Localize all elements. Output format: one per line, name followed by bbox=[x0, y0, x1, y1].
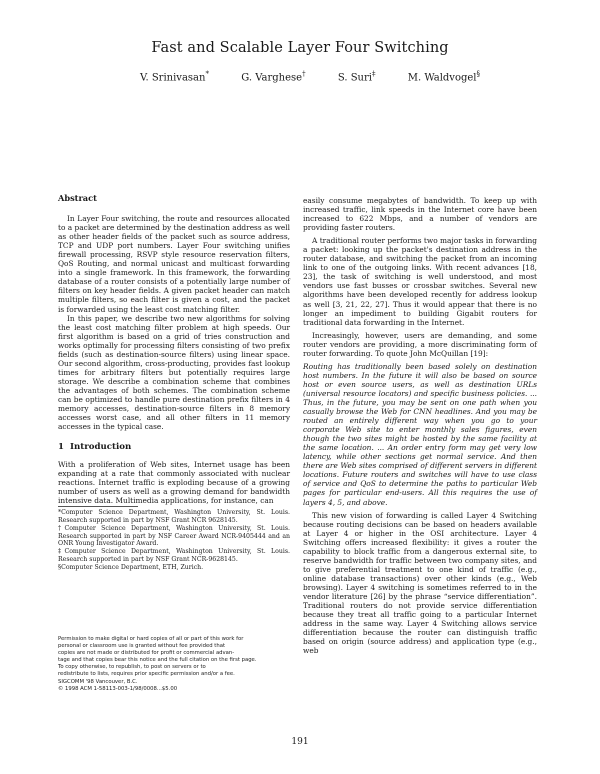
copyright-line: © 1998 ACM 1-58113-003-1/98/0008...$5.00 bbox=[58, 685, 178, 692]
abstract-heading: Abstract bbox=[58, 193, 97, 203]
page-number: 191 bbox=[291, 737, 309, 747]
author-name: V. Srinivasan bbox=[140, 72, 206, 84]
intro-paragraph: With a proliferation of Web sites, Internet usage has been expanding at a rate that commonly associated with nuclear reactions. Internet traffic is exploding because of a growing number of users as well as a growing demand for bandwidth intensive data. Multimedia applications, for instance, can bbox=[58, 460, 290, 506]
author-affiliation-mark: ‡ bbox=[371, 70, 376, 78]
copyright-line: To copy otherwise, to republish, to post on servers or to bbox=[58, 664, 206, 671]
abstract-paragraph: In Layer Four switching, the route and resources allocated to a packet are determined by the destination address as well as other header fields of the packet such as source address, TCP and UDP port numbers. Layer Four switching unifies firewall processing, RSVP style resource reservation filters, QoS Routing, and normal unicast and multicast forwarding into a single framework. In this framework, the forwarding database of a router consists of a potentially large number of filters on key header fields. A given packet header can match multiple filters, so each filter is given a cost, and the packet is forwarded using the least cost matching filter. bbox=[58, 214, 290, 314]
author bbox=[140, 70, 209, 83]
paper-title: Fast and Scalable Layer Four Switching bbox=[151, 40, 449, 56]
footnotes bbox=[58, 509, 290, 571]
copyright-line: redistribute to lists, requires prior specific permission and/or a fee. bbox=[58, 671, 235, 678]
quotation: Routing has traditionally been based solely on destination host numbers. In the future it will also be based on source host or even source users, as well as destination URLs (universal resource locators) and specific business policies. ... Thus, in the future, you may be sent on one path when you casually browse the Web for CNN headlines. And you may be routed an entirely different way when you go to your corporate Web site to enter monthly sales figures, even though the two sites might be hosted by the same facility at the same location. ... An order entry form may get very low latency, while other sections get normal service. And then there are Web sites comprised of different servers in different locations. Future routers and switches will have to use class of service and QoS to determine the paths to particular Web pages for particular end-users. All this requires the use of layers 4, 5, and above. bbox=[303, 361, 537, 507]
author-affiliation-mark: † bbox=[302, 70, 306, 78]
body-paragraph: A traditional router performs two major tasks in forwarding a packet: looking up the packet's destination address in the router database, and switching the packet from an incoming link to one of the outgoing links. With recent advances [18, 23], the task of switching is well understood, and most vendors use fast busses or crossbar switches. Several new algorithms have been developed recently for address lookup as well [3, 21, 22, 27]. Thus it would appear that there is no longer an impediment to building Gigabit routers for traditional data forwarding in the Internet. bbox=[303, 236, 537, 327]
footnote: *Computer Science Department, Washington University, St. Louis. Research supported in part by NSF Grant NCR 9628145. bbox=[58, 509, 290, 524]
copyright-line: personal or classroom use is granted without fee provided that bbox=[58, 643, 226, 650]
section-title: Introduction bbox=[70, 442, 132, 453]
author bbox=[338, 70, 376, 83]
author bbox=[241, 70, 305, 83]
author-name: M. Waldvogel bbox=[407, 72, 477, 84]
author-list bbox=[140, 70, 480, 83]
right-column bbox=[303, 196, 537, 655]
section-number: 1 bbox=[58, 442, 64, 453]
footnote-rule bbox=[58, 506, 138, 507]
copyright-line: Permission to make digital or hard copies of all or part of this work for bbox=[58, 636, 244, 642]
abstract-paragraph: In this paper, we describe two new algorithms for solving the least cost matching filter problem at high speeds. Our first algorithm is based on a grid of tries construction and works optimally for processing filters consisting of two prefix fields (such as destination-source filters) using linear space. Our second algorithm, cross-producting, provides fast lookup times for arbitrary filters but potentially requires large storage. We describe a combination scheme that combines the advantages of both schemes. The combination scheme can be optimized to handle pure destination prefix filters in 4 memory accesses, destination-source filters in 8 memory accesses worst case, and all other filters in 11 memory accesses in the typical case. bbox=[58, 313, 290, 432]
copyright-line: copies are not made or distributed for profit or commercial advan- bbox=[58, 650, 235, 657]
footnote: †Computer Science Department, Washington University, St. Louis. Research supported in part by NSF Career Award NCR-9405444 and an ONR Young Investigator Award. bbox=[58, 525, 290, 548]
author bbox=[408, 70, 480, 83]
author-affiliation-mark: § bbox=[476, 70, 480, 78]
footnote: §Computer Science Department, ETH, Zurich. bbox=[58, 564, 204, 572]
author-name: S. Suri bbox=[337, 72, 372, 84]
author-name: G. Varghese bbox=[241, 72, 303, 84]
copyright-line: SIGCOMM '98 Vancouver, B.C. bbox=[58, 678, 138, 685]
copyright-notice bbox=[58, 636, 290, 693]
author-affiliation-mark: * bbox=[205, 70, 209, 78]
body-paragraph: easily consume megabytes of bandwidth. To keep up with increased traffic, link speeds in the Internet core have been increased to 622 Mbps, and a number of vendors are providing faster routers. bbox=[303, 196, 537, 233]
copyright-line: tage and that copies bear this notice and the full citation on the first page. bbox=[58, 657, 257, 664]
body-paragraph: This new vision of forwarding is called Layer 4 Switching because routing decisions can be based on headers available at Layer 4 or higher in the OSI architecture. Layer 4 Switching offers increased flexibility: it gives a router the capability to block traffic from a dangerous external site, to reserve bandwidth for traffic between two company sites, and to give preferential treatment to one kind of traffic (e.g., online database transactions) over other kinds (e.g., Web browsing). Layer 4 switching is sometimes referred to in the vendor literature [26] by the phrase “service differentiation”. Traditional routers do not provide service differentiation because they treat all traffic going to a particular Internet address in the same way. Layer 4 Switching allows service differentiation because the router can distinguish traffic based on origin (source address) and application type (e.g., web bbox=[303, 510, 537, 656]
left-column bbox=[58, 194, 290, 573]
footnote: ‡Computer Science Department, Washington University, St. Louis. Research supported in part by NSF Grant NCR-9628145. bbox=[58, 548, 290, 563]
section-heading-introduction bbox=[58, 443, 290, 452]
body-paragraph: Increasingly, however, users are demanding, and some router vendors are providing, a more discriminating form of router forwarding. To quote John McQuillan [19]: bbox=[303, 330, 537, 358]
